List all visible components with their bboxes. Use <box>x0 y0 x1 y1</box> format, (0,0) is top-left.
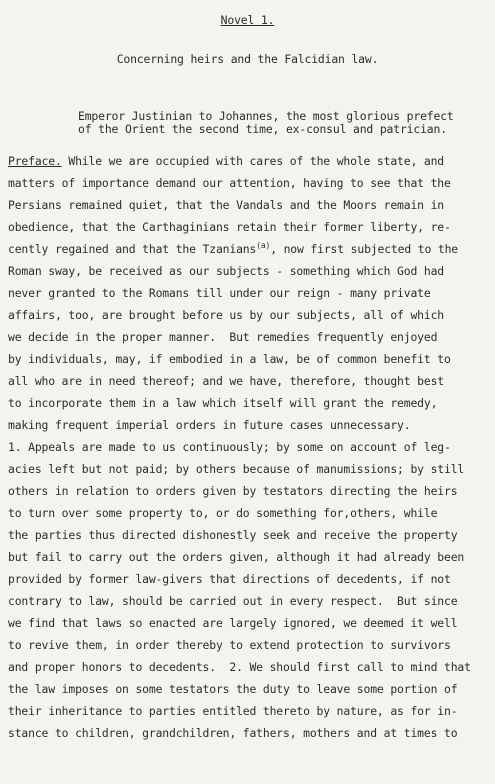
body-line: provided by former law-givers that directions of decedents, if not <box>8 572 451 586</box>
document-title: Novel 1. <box>220 13 275 27</box>
body-line: to turn over some property to, or do something for,others, while <box>8 506 438 520</box>
footnote-mark: (a) <box>256 241 271 251</box>
body-line: all who are in need thereof; and we have, therefore, thought best <box>8 374 445 388</box>
body-line: obedience, that the Carthaginians retain their former liberty, re- <box>8 220 451 234</box>
body-line: affairs, too, are brought before us by our subjects, all of which <box>8 308 445 322</box>
body-line: making frequent imperial orders in future cases unnecessary. <box>8 418 411 432</box>
body-line: the law imposes on some testators the duty to leave some portion of <box>8 682 458 696</box>
body-line: others in relation to orders given by testators directing the heirs <box>8 484 458 498</box>
body-line: to revive them, in order thereby to extend protection to survivors <box>8 638 451 652</box>
body-line: contrary to law, should be carried out in every respect. But since <box>8 594 458 608</box>
body-line-1 <box>8 155 444 168</box>
body-line: cently regained and that the Tzanians$^{(a)}$, now first subjected to the <box>8 241 459 256</box>
body-line: their inheritance to parties entitled thereto by nature, as for in- <box>8 704 458 718</box>
address-line-2: of the Orient the second time, ex-consul and patrician. <box>78 122 447 136</box>
preface-label: Preface. <box>8 154 62 168</box>
body-line: 1. Appeals are made to us continuously; by some on account of leg- <box>8 440 451 454</box>
body-line: to incorporate them in a law which itself will grant the remedy, <box>8 396 438 410</box>
body-line: the parties thus directed dishonestly seek and receive the property <box>8 528 458 542</box>
body-line: but fail to carry out the orders given, although it had already been <box>8 550 465 564</box>
address-line-1: Emperor Justinian to Johannes, the most glorious prefect <box>78 109 454 123</box>
body-line: and proper honors to decedents. 2. We should first call to mind that <box>8 660 471 674</box>
body-line: we find that laws so enacted are largely ignored, we deemed it well <box>8 616 458 630</box>
body-line: stance to children, grandchildren, fathers, mothers and at times to <box>8 726 458 740</box>
body-line: Persians remained quiet, that the Vandals and the Moors remain in <box>8 198 445 212</box>
body-line: Roman sway, be received as our subjects - something which God had <box>8 264 445 278</box>
body-line: by individuals, may, if embodied in a law, be of common benefit to <box>8 352 451 366</box>
document-subtitle: Concerning heirs and the Falcidian law. <box>116 52 379 66</box>
preface-text: While we are occupied with cares of the whole state, and <box>61 154 445 168</box>
body-line: never granted to the Romans till under our reign - many private <box>8 286 431 300</box>
body-line: acies left but not paid; by others because of manumissions; by still <box>8 462 465 476</box>
body-line: matters of importance demand our attention, having to see that the <box>8 176 451 190</box>
body-line: we decide in the proper manner. But remedies frequently enjoyed <box>8 330 438 344</box>
